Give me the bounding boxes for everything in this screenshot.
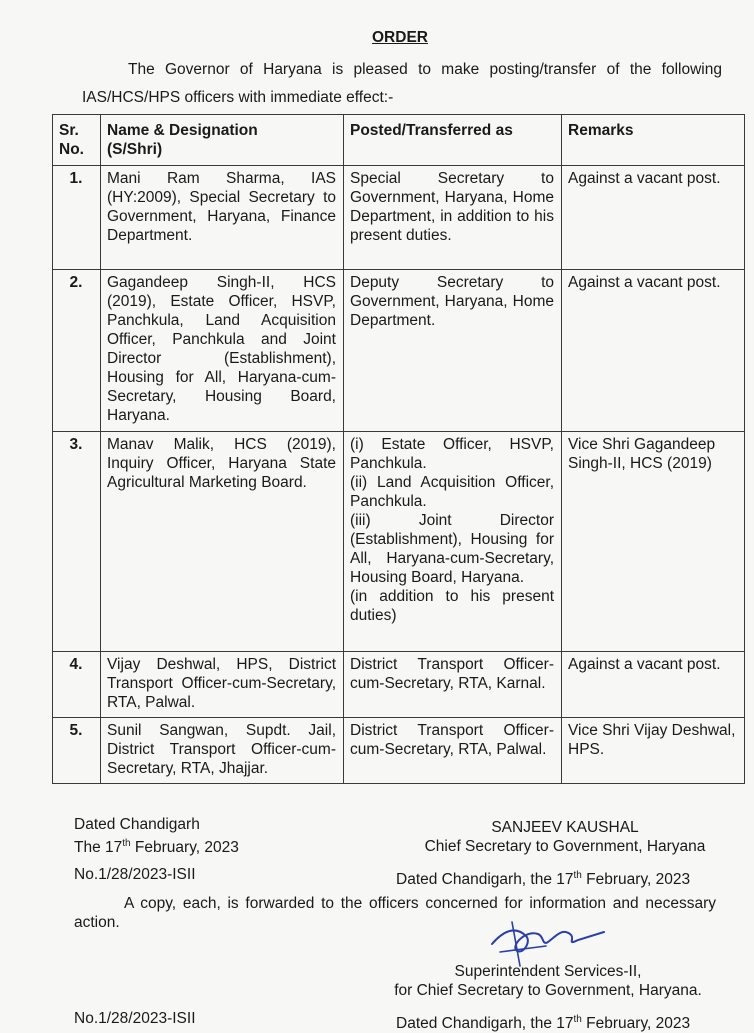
cell-remarks: Vice Shri Vijay Deshwal, HPS.: [562, 718, 745, 784]
cell-name: Manav Malik, HCS (2019), Inquiry Officer, Haryana State Agricultural Marketing Board.: [101, 432, 344, 652]
superintendent-line1: Superintendent Services-II,: [454, 963, 642, 980]
dated-line-1-suffix: February, 2023: [581, 871, 691, 889]
cell-posted: Special Secretary to Government, Haryana, Home Department, in addition to his present duties.: [344, 166, 562, 270]
cell-sr: 4.: [53, 652, 101, 718]
header-sr-line1: Sr.: [59, 122, 79, 139]
signatory-block: [410, 818, 720, 856]
header-name-line1: Name & Designation: [107, 122, 258, 139]
table-row: [53, 270, 745, 432]
dated-day: The 17: [74, 839, 123, 857]
header-name-line2: (S/Shri): [107, 141, 163, 158]
table-row: [53, 432, 745, 652]
order-title: ORDER: [372, 29, 428, 46]
order-number-1: No.1/28/2023-ISII: [74, 866, 196, 883]
header-sr-no: [53, 115, 101, 166]
cell-sr: 2.: [53, 270, 101, 432]
dated-line-2: [396, 1010, 690, 1033]
header-name: [101, 115, 344, 166]
cell-name: Gagandeep Singh-II, HCS (2019), Estate Officer, HSVP, Panchkula, Land Acquisition Officer, Panchkula and Joint Director (Establishment), Housing for All, Haryana-cum-Secretary, Housing Board, Haryana.: [101, 270, 344, 432]
dated-line-1-prefix: Dated Chandigarh, the 17: [396, 871, 574, 889]
postings-table: [52, 114, 745, 784]
table-row: [53, 718, 745, 784]
ordinal-suffix: th: [122, 838, 131, 849]
cell-remarks: Against a vacant post.: [562, 166, 745, 270]
cell-sr: 1.: [53, 166, 101, 270]
table-row: [53, 652, 745, 718]
dated-line-1: [396, 866, 690, 889]
cell-posted: District Transport Officer-cum-Secretary, RTA, Palwal.: [344, 718, 562, 784]
signatory-name: SANJEEV KAUSHAL: [491, 819, 639, 836]
dated-date: [74, 834, 239, 857]
cell-remarks: Against a vacant post.: [562, 652, 745, 718]
cell-posted: [344, 432, 562, 652]
intro-line-1: The Governor of Haryana is pleased to make posting/transfer of the following: [128, 61, 722, 78]
intro-line-2: IAS/HCS/HPS officers with immediate effect:-: [82, 89, 394, 106]
table-row: [53, 166, 745, 270]
superintendent-line2: for Chief Secretary to Government, Haryana.: [394, 982, 702, 999]
cell-sr: 5.: [53, 718, 101, 784]
cell-name: Mani Ram Sharma, IAS (HY:2009), Special Secretary to Government, Haryana, Finance Department.: [101, 166, 344, 270]
table-header-row: [53, 115, 745, 166]
copy-forward-text: A copy, each, is forwarded to the officers concerned for information and necessary action.: [74, 895, 716, 931]
dated-month-year: February, 2023: [130, 839, 239, 857]
dated-place: Dated Chandigarh: [74, 816, 200, 833]
cell-name: Vijay Deshwal, HPS, District Transport Officer-cum-Secretary, RTA, Palwal.: [101, 652, 344, 718]
dated-block: [74, 815, 239, 857]
order-number-2: No.1/28/2023-ISII: [74, 1010, 196, 1027]
cell-posted: District Transport Officer-cum-Secretary, RTA, Karnal.: [344, 652, 562, 718]
posted-item: (in addition to his present duties): [350, 588, 554, 624]
signatory-title: Chief Secretary to Government, Haryana: [424, 838, 706, 855]
cell-name: Sunil Sangwan, Supdt. Jail, District Transport Officer-cum-Secretary, RTA, Jhajjar.: [101, 718, 344, 784]
posted-item: (i) Estate Officer, HSVP, Panchkula.: [350, 436, 554, 472]
posted-item: (ii) Land Acquisition Officer, Panchkula.: [350, 474, 554, 510]
ordinal-suffix: th: [573, 870, 582, 881]
cell-remarks: Vice Shri Gagandeep Singh-II, HCS (2019): [562, 432, 745, 652]
posted-item: (iii) Joint Director (Establishment), Housing for All, Haryana-cum-Secretary, Housing Board, Haryana.: [350, 512, 554, 586]
header-remarks: Remarks: [562, 115, 745, 166]
header-sr-line2: No.: [59, 141, 84, 158]
ordinal-suffix: th: [573, 1014, 582, 1025]
cell-remarks: Against a vacant post.: [562, 270, 745, 432]
superintendent-block: [380, 962, 716, 1000]
cell-posted: Deputy Secretary to Government, Haryana, Home Department.: [344, 270, 562, 432]
cell-sr: 3.: [53, 432, 101, 652]
header-posted: Posted/Transferred as: [344, 115, 562, 166]
dated-line-2-suffix: February, 2023: [581, 1015, 691, 1033]
dated-line-2-prefix: Dated Chandigarh, the 17: [396, 1015, 574, 1033]
